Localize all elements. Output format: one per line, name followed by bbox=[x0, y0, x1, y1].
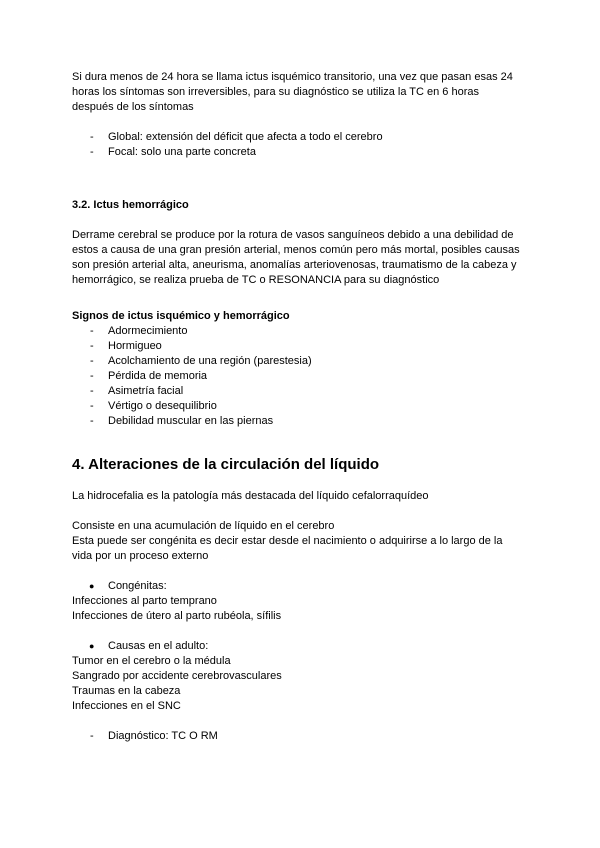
paragraph-line: vida por un proceso externo bbox=[72, 550, 209, 562]
intro-line: horas los síntomas son irreversibles, para su diagnóstico se utiliza la TC en 6 horas bbox=[72, 86, 479, 98]
section-heading-3-2: 3.2. Ictus hemorrágico bbox=[72, 199, 189, 211]
dash-marker: - bbox=[90, 415, 94, 427]
dash-marker: - bbox=[90, 355, 94, 367]
paragraph-line: Consiste en una acumulación de líquido en el cerebro bbox=[72, 520, 335, 532]
list-item bbox=[72, 145, 532, 160]
list-item bbox=[72, 324, 532, 339]
ictus-type-list bbox=[72, 130, 532, 160]
list-item bbox=[72, 354, 532, 369]
list-item-text: Acolchamiento de una región (parestesia) bbox=[108, 355, 312, 367]
list-item-text: Focal: solo una parte concreta bbox=[108, 146, 256, 158]
list-item bbox=[72, 339, 532, 354]
list-item-text: Vértigo o desequilibrio bbox=[108, 400, 217, 412]
dash-marker: - bbox=[90, 730, 94, 742]
adult-cause-line: Infecciones en el SNC bbox=[72, 700, 181, 712]
list-item-text: Pérdida de memoria bbox=[108, 370, 208, 382]
adult-bullet bbox=[72, 639, 532, 654]
list-item-text: Hormigueo bbox=[108, 340, 162, 352]
hydrocephalus-intro: La hidrocefalia es la patología más destacada del líquido cefalorraquídeo bbox=[72, 490, 429, 502]
list-item bbox=[72, 130, 532, 145]
list-item-text: Congénitas: bbox=[108, 580, 167, 592]
dash-marker: - bbox=[90, 370, 94, 382]
dash-marker: - bbox=[90, 146, 94, 158]
paragraph-line: son presión arterial alta, aneurisma, anomalías arteriovenosas, traumatismo de la cabeza y bbox=[72, 259, 517, 271]
intro-paragraph bbox=[72, 70, 532, 115]
hemorrhagic-paragraph bbox=[72, 228, 532, 288]
dash-marker: - bbox=[90, 325, 94, 337]
congenital-line: Infecciones de útero al parto rubéola, sífilis bbox=[72, 610, 282, 622]
adult-cause-line: Traumas en la cabeza bbox=[72, 685, 181, 697]
dash-marker: - bbox=[90, 385, 94, 397]
list-item bbox=[72, 414, 532, 429]
bullet-marker: ● bbox=[89, 581, 95, 591]
intro-line: después de los síntomas bbox=[72, 101, 194, 113]
signs-heading: Signos de ictus isquémico y hemorrágico bbox=[72, 310, 290, 322]
paragraph-line: Derrame cerebral se produce por la rotura de vasos sanguíneos debido a una debilidad de bbox=[72, 229, 514, 241]
dash-marker: - bbox=[90, 340, 94, 352]
dash-marker: - bbox=[90, 400, 94, 412]
hydrocephalus-definition bbox=[72, 519, 532, 564]
list-item bbox=[72, 399, 532, 414]
paragraph-line: hemorrágico, se realiza prueba de TC o RESONANCIA para su diagnóstico bbox=[72, 274, 440, 286]
section-heading-4: 4. Alteraciones de la circulación del líquido bbox=[72, 456, 380, 473]
congenital-line: Infecciones al parto temprano bbox=[72, 595, 217, 607]
list-item-text: Debilidad muscular en las piernas bbox=[108, 415, 274, 427]
document-page bbox=[72, 70, 532, 744]
paragraph-line: Esta puede ser congénita es decir estar desde el nacimiento o adquirirse a lo largo de la bbox=[72, 535, 503, 547]
list-item bbox=[72, 639, 532, 654]
dash-marker: - bbox=[90, 131, 94, 143]
list-item-text: Adormecimiento bbox=[108, 325, 188, 337]
list-item-text: Global: extensión del déficit que afecta a todo el cerebro bbox=[108, 131, 383, 143]
diagnosis-list bbox=[72, 729, 532, 744]
list-item-text: Asimetría facial bbox=[108, 385, 184, 397]
congenital-bullet bbox=[72, 579, 532, 594]
list-item-text: Diagnóstico: TC O RM bbox=[108, 730, 218, 742]
adult-cause-line: Sangrado por accidente cerebrovasculares bbox=[72, 670, 282, 682]
list-item-text: Causas en el adulto: bbox=[108, 640, 209, 652]
list-item bbox=[72, 369, 532, 384]
bullet-marker: ● bbox=[89, 641, 95, 651]
adult-cause-line: Tumor en el cerebro o la médula bbox=[72, 655, 231, 667]
paragraph-line: estos a causa de una gran presión arterial, menos común pero más mortal, posibles causas bbox=[72, 244, 520, 256]
list-item bbox=[72, 579, 532, 594]
list-item bbox=[72, 729, 532, 744]
list-item bbox=[72, 384, 532, 399]
signs-list bbox=[72, 324, 532, 429]
intro-line: Si dura menos de 24 hora se llama ictus isquémico transitorio, una vez que pasan esas 24 bbox=[72, 71, 513, 83]
